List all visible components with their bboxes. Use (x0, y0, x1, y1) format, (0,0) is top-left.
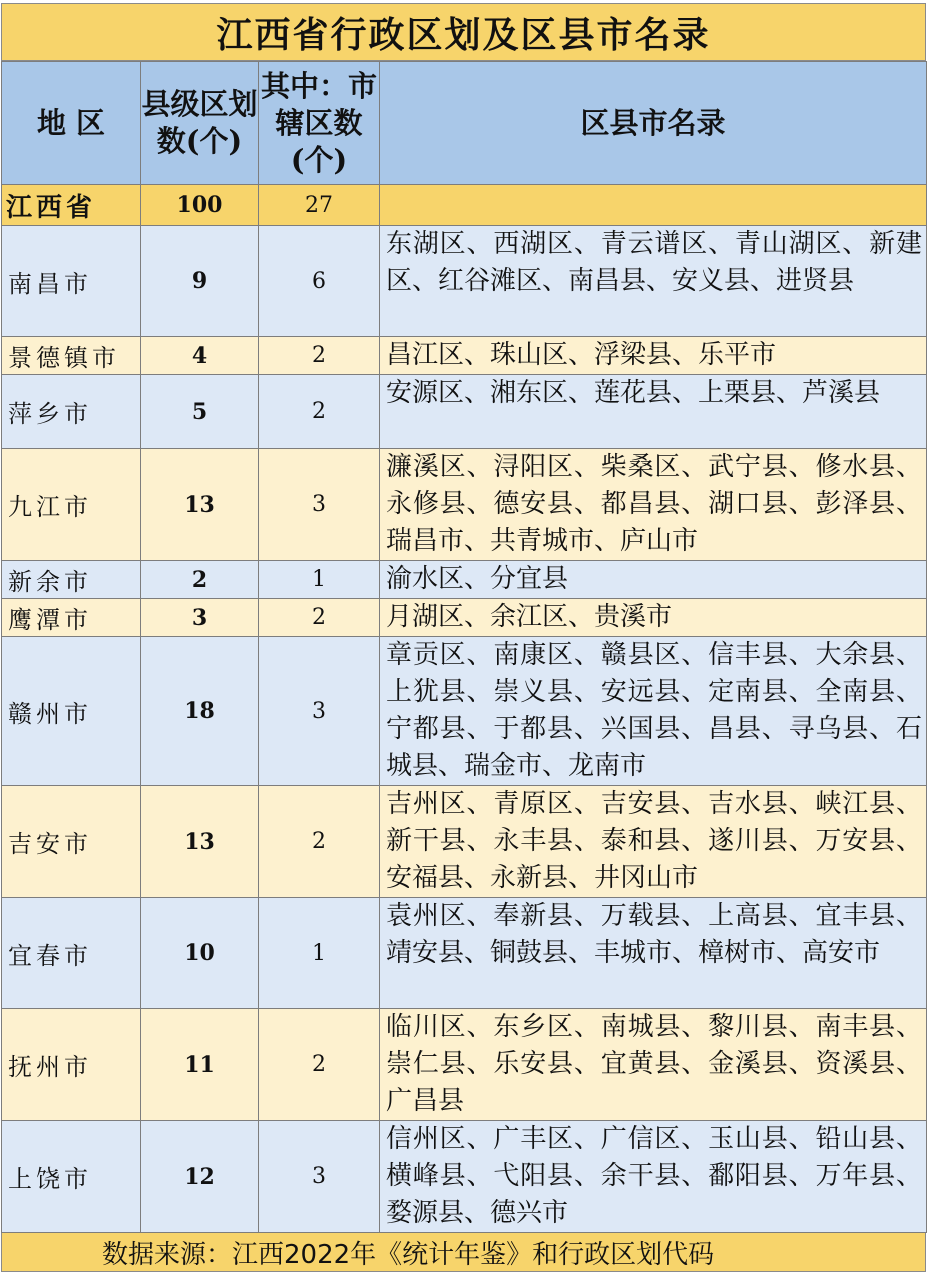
row-district-count: 2 (259, 337, 380, 375)
row-county-list: 信州区、广丰区、广信区、玉山县、铅山县、横峰县、弋阳县、余干县、鄱阳县、万年县、婺源县、德兴市 (380, 1121, 927, 1233)
row-county-count: 13 (141, 786, 259, 898)
row-name: 萍乡市 (2, 375, 141, 449)
header-district-count: 其中：市辖区数(个) (259, 62, 380, 185)
row-county-list: 章贡区、南康区、赣县区、信丰县、大余县、上犹县、崇义县、安远县、定南县、全南县、宁都县、于都县、兴国县、昌县、寻乌县、石城县、瑞金市、龙南市 (380, 637, 927, 786)
source-footer: 数据来源：江西2022年《统计年鉴》和行政区划代码 (1, 1233, 926, 1272)
row-name: 鹰潭市 (2, 599, 141, 637)
row-name: 上饶市 (2, 1121, 141, 1233)
row-county-list: 安源区、湘东区、莲花县、上栗县、芦溪县 (380, 375, 927, 449)
header-region: 地 区 (2, 62, 141, 185)
row-county-list: 袁州区、奉新县、万载县、上高县、宜丰县、靖安县、铜鼓县、丰城市、樟树市、高安市 (380, 898, 927, 1009)
row-district-count: 3 (259, 1121, 380, 1233)
row-county-count: 3 (141, 599, 259, 637)
row-name: 宜春市 (2, 898, 141, 1009)
row-county-list: 临川区、东乡区、南城县、黎川县、南丰县、崇仁县、乐安县、宜黄县、金溪县、资溪县、广昌县 (380, 1009, 927, 1121)
table-row (2, 637, 927, 786)
province-districts: 27 (259, 185, 380, 226)
row-county-count: 11 (141, 1009, 259, 1121)
table-row (2, 226, 927, 337)
table-row (2, 337, 927, 375)
row-county-list: 濂溪区、浔阳区、柴桑区、武宁县、修水县、永修县、德安县、都昌县、湖口县、彭泽县、瑞昌市、共青城市、庐山市 (380, 449, 927, 561)
row-name: 吉安市 (2, 786, 141, 898)
row-district-count: 6 (259, 226, 380, 337)
row-name: 新余市 (2, 561, 141, 599)
row-county-count: 4 (141, 337, 259, 375)
table-row (2, 1121, 927, 1233)
table-row (2, 561, 927, 599)
row-district-count: 1 (259, 898, 380, 1009)
table-sheet (1, 3, 926, 1272)
region-table (1, 61, 927, 1233)
row-county-count: 18 (141, 637, 259, 786)
header-county-count: 县级区划数(个) (141, 62, 259, 185)
table-row (2, 375, 927, 449)
row-district-count: 2 (259, 375, 380, 449)
row-district-count: 1 (259, 561, 380, 599)
table-row (2, 1009, 927, 1121)
header-row (2, 62, 927, 185)
header-list: 区县市名录 (380, 62, 927, 185)
row-name: 九江市 (2, 449, 141, 561)
row-county-list: 渝水区、分宜县 (380, 561, 927, 599)
row-county-count: 13 (141, 449, 259, 561)
row-district-count: 3 (259, 449, 380, 561)
row-county-list: 东湖区、西湖区、青云谱区、青山湖区、新建区、红谷滩区、南昌县、安义县、进贤县 (380, 226, 927, 337)
row-county-list: 昌江区、珠山区、浮梁县、乐平市 (380, 337, 927, 375)
row-district-count: 2 (259, 599, 380, 637)
province-count: 100 (141, 185, 259, 226)
province-row (2, 185, 927, 226)
province-name: 江西省 (2, 185, 141, 226)
row-county-count: 2 (141, 561, 259, 599)
row-county-count: 9 (141, 226, 259, 337)
row-county-count: 12 (141, 1121, 259, 1233)
row-name: 景德镇市 (2, 337, 141, 375)
table-row (2, 898, 927, 1009)
page-title: 江西省行政区划及区县市名录 (1, 3, 926, 61)
row-district-count: 2 (259, 786, 380, 898)
table-row (2, 786, 927, 898)
row-county-count: 10 (141, 898, 259, 1009)
row-name: 赣州市 (2, 637, 141, 786)
table-row (2, 599, 927, 637)
row-name: 抚州市 (2, 1009, 141, 1121)
row-county-count: 5 (141, 375, 259, 449)
row-district-count: 3 (259, 637, 380, 786)
province-list (380, 185, 927, 226)
row-district-count: 2 (259, 1009, 380, 1121)
row-name: 南昌市 (2, 226, 141, 337)
row-county-list: 吉州区、青原区、吉安县、吉水县、峡江县、新干县、永丰县、泰和县、遂川县、万安县、安福县、永新县、井冈山市 (380, 786, 927, 898)
row-county-list: 月湖区、余江区、贵溪市 (380, 599, 927, 637)
table-row (2, 449, 927, 561)
